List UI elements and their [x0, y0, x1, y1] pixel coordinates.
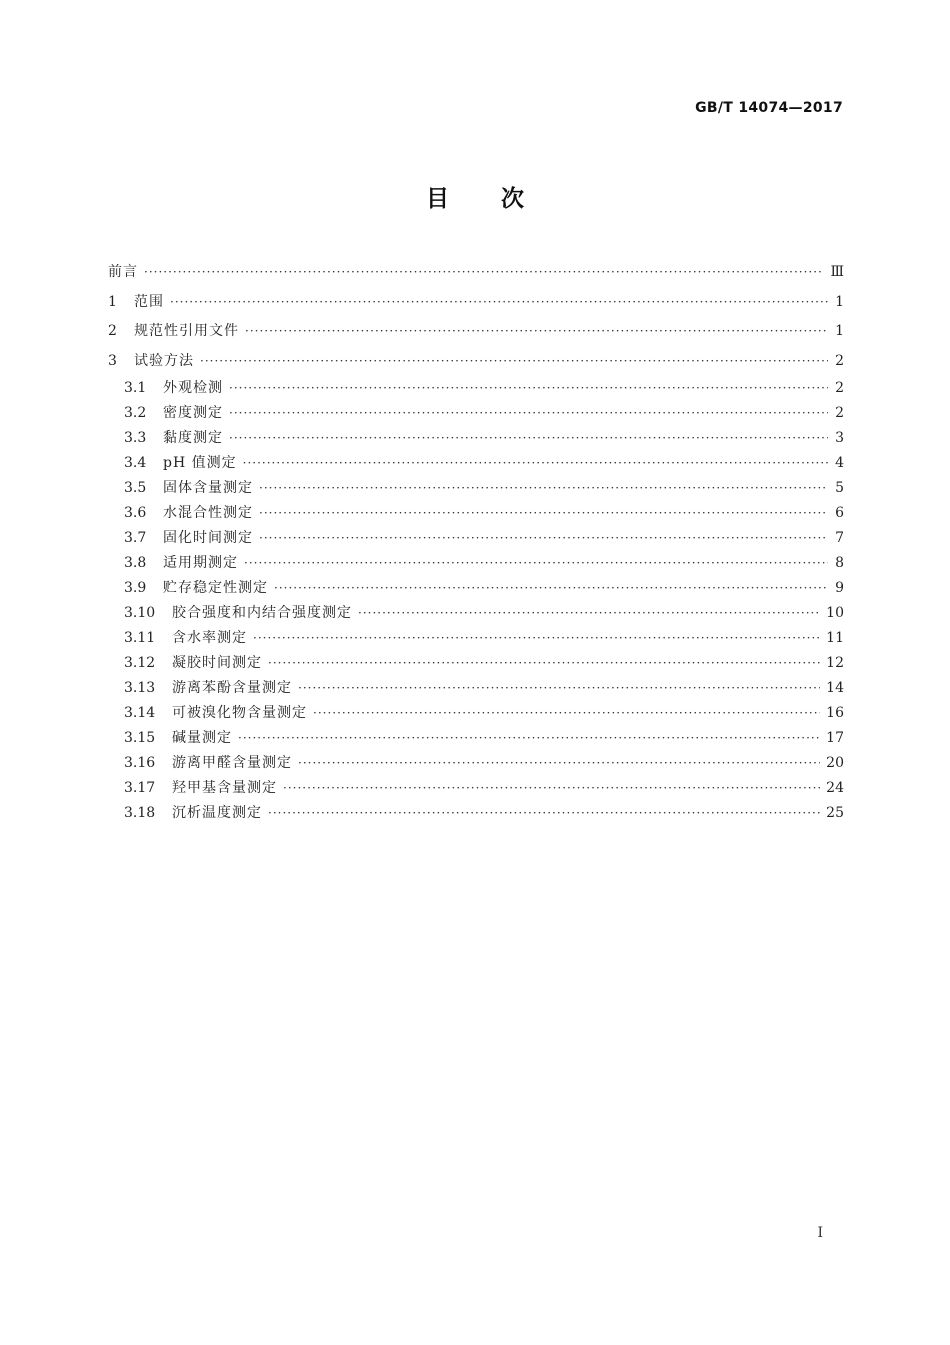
table-of-contents: [108, 258, 844, 826]
toc-entry-page: 1: [835, 293, 844, 310]
toc-entry-3-12[interactable]: [108, 651, 844, 676]
toc-entry-label: 前言: [108, 264, 138, 280]
toc-entry-label: 规范性引用文件: [134, 323, 239, 339]
toc-leader-dots: [229, 376, 828, 401]
toc-entry-label: 固体含量测定: [163, 480, 253, 496]
toc-leader-dots: [259, 476, 828, 501]
toc-entry-3-16[interactable]: [108, 751, 844, 776]
toc-entry-preface[interactable]: [108, 258, 844, 288]
toc-entry-number: 1: [108, 293, 117, 310]
toc-entry-page: 3: [835, 430, 844, 446]
toc-entry-3-8[interactable]: [108, 551, 844, 576]
toc-entry-3-4[interactable]: [108, 451, 844, 476]
toc-entry-number: 3: [108, 352, 117, 369]
toc-entry-number: 3.4: [124, 455, 147, 471]
toc-entry-3-3[interactable]: [108, 426, 844, 451]
toc-leader-dots: [144, 258, 824, 288]
toc-entry-number: 3.16: [124, 755, 156, 771]
toc-entry-number: 3.15: [124, 730, 156, 746]
toc-leader-dots: [313, 701, 820, 726]
toc-leader-dots: [274, 576, 828, 601]
toc-leader-dots: [243, 451, 828, 476]
toc-entry-number: 3.14: [124, 705, 156, 721]
toc-entry-3[interactable]: [108, 347, 844, 377]
standard-code: GB/T 14074—2017: [695, 100, 843, 116]
toc-entry-number: 3.3: [124, 430, 147, 446]
toc-entry-number: 3.11: [124, 630, 156, 646]
toc-entry-label: 游离苯酚含量测定: [172, 680, 292, 696]
toc-entry-page: 17: [826, 730, 844, 746]
toc-entry-3-17[interactable]: [108, 776, 844, 801]
toc-leader-dots: [268, 801, 820, 826]
toc-entry-page: 2: [835, 405, 844, 421]
toc-entry-page: 10: [826, 605, 844, 621]
toc-entry-2[interactable]: [108, 317, 844, 347]
title-char-2: 次: [501, 186, 524, 212]
toc-leader-dots: [170, 288, 828, 318]
toc-entry-page: 16: [826, 705, 844, 721]
toc-entry-3-1[interactable]: [108, 376, 844, 401]
toc-entry-number: 3.5: [124, 480, 147, 496]
toc-leader-dots: [268, 651, 820, 676]
toc-entry-page: 4: [835, 455, 844, 471]
toc-entry-page: 2: [835, 380, 844, 396]
toc-entry-page: 6: [835, 505, 844, 521]
toc-entry-page: 14: [826, 680, 844, 696]
toc-entry-label: 胶合强度和内结合强度测定: [172, 605, 352, 621]
toc-entry-label: 沉析温度测定: [172, 805, 262, 821]
toc-entry-page: 20: [826, 755, 844, 771]
toc-entry-number: 3.17: [124, 780, 156, 796]
toc-entry-number: 3.1: [124, 380, 147, 396]
toc-entry-label: 游离甲醛含量测定: [172, 755, 292, 771]
toc-entry-label: 黏度测定: [163, 430, 223, 446]
toc-entry-3-18[interactable]: [108, 801, 844, 826]
toc-entry-page: Ⅲ: [830, 264, 844, 280]
toc-entry-label: 外观检测: [163, 380, 223, 396]
toc-entry-page: 7: [835, 530, 844, 546]
toc-entry-3-9[interactable]: [108, 576, 844, 601]
toc-leader-dots: [358, 601, 820, 626]
toc-entry-3-14[interactable]: [108, 701, 844, 726]
toc-entry-label: 固化时间测定: [163, 530, 253, 546]
toc-entry-label: 可被溴化物含量测定: [172, 705, 307, 721]
page-title: [0, 180, 950, 213]
toc-entry-label: 含水率测定: [172, 630, 247, 646]
toc-leader-dots: [259, 526, 828, 551]
toc-entry-page: 11: [826, 630, 844, 646]
toc-entry-label: 凝胶时间测定: [172, 655, 262, 671]
toc-entry-label: 密度测定: [163, 405, 223, 421]
toc-entry-page: 24: [826, 780, 844, 796]
toc-entry-3-13[interactable]: [108, 676, 844, 701]
toc-entry-label: pH 值测定: [163, 455, 237, 471]
toc-entry-page: 2: [835, 352, 844, 369]
toc-entry-number: 3.13: [124, 680, 156, 696]
toc-entry-label: 贮存稳定性测定: [163, 580, 268, 596]
page-number: I: [817, 1225, 823, 1241]
title-char-1: 目: [426, 186, 449, 212]
toc-leader-dots: [253, 626, 820, 651]
toc-leader-dots: [244, 551, 828, 576]
toc-leader-dots: [229, 401, 828, 426]
toc-leader-dots: [229, 426, 828, 451]
toc-entry-label: 试验方法: [134, 352, 194, 369]
toc-entry-label: 羟甲基含量测定: [172, 780, 277, 796]
toc-entry-3-11[interactable]: [108, 626, 844, 651]
toc-entry-3-2[interactable]: [108, 401, 844, 426]
toc-leader-dots: [298, 676, 820, 701]
toc-entry-1[interactable]: [108, 288, 844, 318]
toc-entry-number: 3.12: [124, 655, 156, 671]
toc-entry-number: 3.8: [124, 555, 147, 571]
toc-leader-dots: [245, 317, 828, 347]
toc-entry-3-6[interactable]: [108, 501, 844, 526]
toc-entry-page: 9: [835, 580, 844, 596]
toc-entry-number: 3.2: [124, 405, 147, 421]
toc-entry-number: 3.9: [124, 580, 147, 596]
toc-entry-page: 8: [835, 555, 844, 571]
toc-entry-label: 碱量测定: [172, 730, 232, 746]
toc-leader-dots: [298, 751, 820, 776]
toc-entry-page: 25: [826, 805, 844, 821]
toc-entry-label: 范围: [134, 293, 164, 310]
toc-entry-label: 适用期测定: [163, 555, 238, 571]
toc-entry-page: 12: [826, 655, 844, 671]
toc-entry-3-5[interactable]: [108, 476, 844, 501]
toc-entry-number: 2: [108, 323, 117, 339]
toc-entry-3-15[interactable]: [108, 726, 844, 751]
toc-leader-dots: [238, 726, 820, 751]
toc-entry-number: 3.10: [124, 605, 156, 621]
toc-entry-page: 1: [835, 323, 844, 339]
toc-entry-page: 5: [835, 480, 844, 496]
toc-entry-3-7[interactable]: [108, 526, 844, 551]
toc-entry-number: 3.7: [124, 530, 147, 546]
toc-entry-label: 水混合性测定: [163, 505, 253, 521]
toc-leader-dots: [259, 501, 828, 526]
toc-leader-dots: [283, 776, 820, 801]
toc-leader-dots: [200, 347, 828, 377]
toc-entry-3-10[interactable]: [108, 601, 844, 626]
toc-entry-number: 3.6: [124, 505, 147, 521]
toc-entry-number: 3.18: [124, 805, 156, 821]
